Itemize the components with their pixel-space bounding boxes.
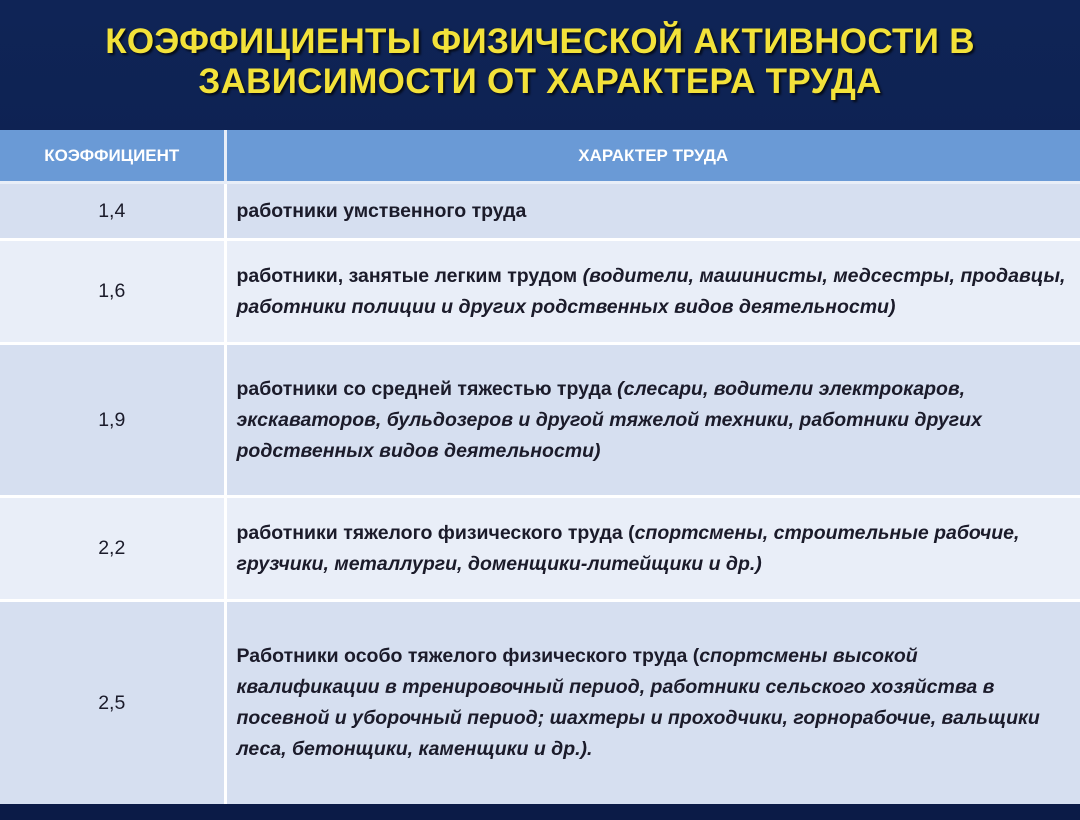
work-type-lead: работники умственного труда: [236, 199, 527, 222]
table-row: [0, 240, 1080, 344]
work-type-examples: (водители, машинисты, медсестры, продавцы, работники полиции и других родственных видов деятельности): [236, 264, 1066, 318]
work-type-cell: [225, 601, 1080, 806]
work-type-lead: работники со средней тяжестью труда: [236, 377, 618, 400]
work-type-lead: Работники особо тяжелого физического труда (: [236, 645, 700, 667]
coefficient-cell: 1,4: [0, 183, 225, 240]
work-type-cell: [225, 344, 1080, 497]
table-header-row: [0, 130, 1080, 183]
work-type-lead: работники тяжелого физического труда (: [236, 521, 635, 544]
table-row: [0, 601, 1080, 806]
coefficient-cell: 2,2: [0, 497, 225, 601]
page-title: [0, 0, 1080, 128]
work-type-cell: [225, 240, 1080, 344]
coefficient-cell: 2,5: [0, 601, 225, 806]
work-type-cell: [225, 183, 1080, 240]
bottom-bar: [0, 804, 1080, 820]
title-line-1: КОЭФФИЦИЕНТЫ ФИЗИЧЕСКОЙ АКТИВНОСТИ В: [105, 22, 975, 61]
work-type-examples: спортсмены высокой квалификации в тренировочный период, работники сельского хозяйства в посевной и уборочный период; шахтеры и проходчики, горнорабочие, вальщики леса, бетонщики, каменщики и др.).: [236, 645, 1040, 760]
table-row: [0, 497, 1080, 601]
work-type-examples: спортсмены, строительные рабочие, грузчики, металлурги, доменщики-литейщики и др.): [236, 521, 1020, 575]
table-row: [0, 344, 1080, 497]
column-header-coefficient: КОЭФФИЦИЕНТ: [0, 130, 225, 183]
activity-coefficient-table: [0, 130, 1080, 807]
table-row: [0, 183, 1080, 240]
column-header-work-type: ХАРАКТЕР ТРУДА: [225, 130, 1080, 183]
coefficient-cell: 1,6: [0, 240, 225, 344]
work-type-cell: [225, 497, 1080, 601]
coefficient-cell: 1,9: [0, 344, 225, 497]
work-type-examples: (слесари, водители электрокаров, экскаваторов, бульдозеров и другой тяжелой техники, работники других родственных видов деятельности): [236, 377, 982, 462]
work-type-lead: работники, занятые легким трудом: [236, 264, 583, 287]
title-line-2: ЗАВИСИМОСТИ ОТ ХАРАКТЕРА ТРУДА: [198, 62, 882, 101]
